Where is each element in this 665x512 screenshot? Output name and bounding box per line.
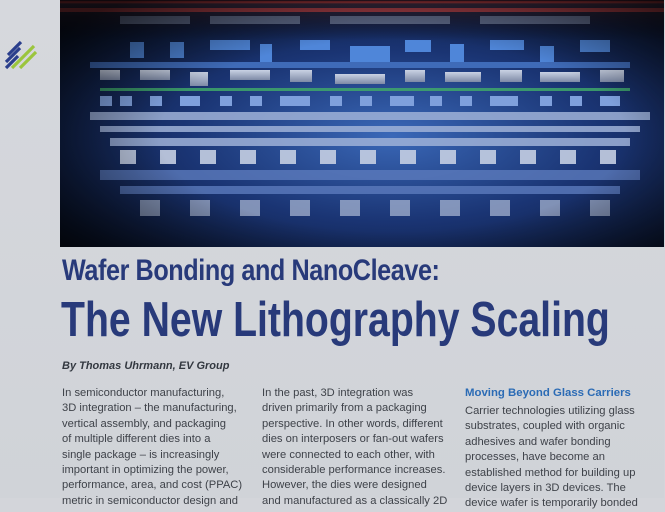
text-line: perspective. In other words, different — [262, 417, 443, 430]
column2-paragraph — [262, 386, 462, 509]
body-column-3 — [465, 386, 665, 512]
text-line: established method for building up — [465, 466, 636, 479]
article-title-line2: The New Lithography Scaling — [61, 293, 610, 347]
text-line: substrates, coupled with organic — [465, 420, 625, 433]
column1-paragraph — [62, 386, 257, 509]
hero-chip-illustration — [60, 0, 664, 247]
text-line: important in optimizing the power, — [62, 464, 229, 477]
chip-cross-section-icon — [60, 0, 664, 247]
evg-stripes-logo-icon — [4, 38, 38, 72]
text-line: However, the dies were designed — [262, 479, 427, 492]
body-column-2 — [262, 386, 462, 509]
text-line: In semiconductor manufacturing, — [62, 387, 225, 399]
text-line: of multiple different dies into a — [62, 433, 211, 446]
article-title-line1: Wafer Bonding and NanoCleave: — [62, 254, 440, 287]
text-line: driven primarily from a packaging — [262, 402, 427, 415]
text-line: and manufactured as a classically 2D — [262, 494, 448, 507]
text-line: Carrier technologies utilizing glass — [465, 405, 635, 417]
text-line: In the past, 3D integration was — [262, 387, 414, 399]
body-column-1 — [62, 386, 257, 509]
text-line: device wafer is temporarily bonded — [465, 497, 638, 510]
text-line: processes, have become an — [465, 451, 605, 464]
text-line: considerable performance increases. — [262, 464, 446, 477]
text-line: device layers in 3D devices. The — [465, 482, 626, 495]
text-line: vertical assembly, and packaging — [62, 417, 226, 430]
text-line: dies on interposers or fan-out wafers — [262, 433, 444, 446]
text-line: were connected to each other, with — [262, 448, 435, 461]
byline: By Thomas Uhrmann, EV Group — [62, 360, 230, 372]
text-line: adhesives and wafer bonding — [465, 435, 611, 448]
section-heading: Moving Beyond Glass Carriers — [465, 387, 631, 399]
text-line: performance, area, and cost (PPAC) — [62, 479, 243, 492]
text-line: single package – is increasingly — [62, 448, 220, 461]
text-line: 3D integration – the manufacturing, — [62, 402, 237, 415]
text-line: metric in semiconductor design and — [62, 494, 238, 507]
column3-paragraph — [465, 404, 665, 512]
